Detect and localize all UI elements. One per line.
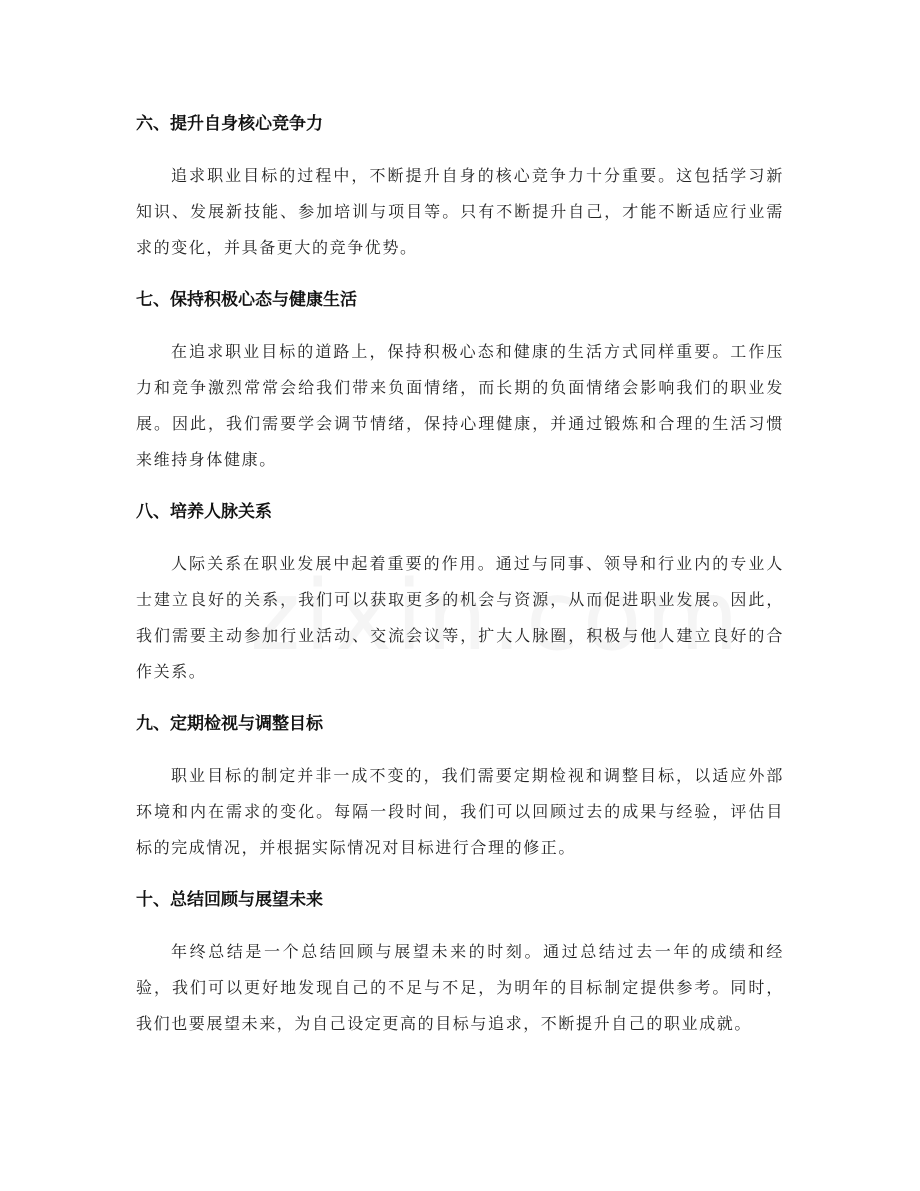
- section-10: [136, 882, 784, 1042]
- section-paragraph: 在追求职业目标的道路上，保持积极心态和健康的生活方式同样重要。工作压力和竞争激烈常常会给我们带来负面情绪，而长期的负面情绪会影响我们的职业发展。因此，我们需要学会调节情绪，保持心理健康，并通过锻炼和合理的生活习惯来维持身体健康。: [136, 342, 784, 469]
- section-paragraph: 年终总结是一个总结回顾与展望未来的时刻。通过总结过去一年的成绩和经验，我们可以更好地发现自己的不足与不足，为明年的目标制定提供参考。同时，我们也要展望未来，为自己设定更高的目标与追求，不断提升自己的职业成就。: [136, 942, 784, 1033]
- section-heading: 八、培养人脉关系: [136, 502, 272, 522]
- document-content: [136, 106, 784, 1058]
- section-7: [136, 282, 784, 478]
- section-heading: 十、总结回顾与展望未来: [136, 890, 323, 910]
- section-8: [136, 494, 784, 690]
- section-heading: 七、保持积极心态与健康生活: [136, 290, 357, 310]
- section-paragraph: 人际关系在职业发展中起着重要的作用。通过与同事、领导和行业内的专业人士建立良好的关系，我们可以获取更多的机会与资源，从而促进职业发展。因此，我们需要主动参加行业活动、交流会议等，扩大人脉圈，积极与他人建立良好的合作关系。: [136, 554, 784, 681]
- section-heading: 六、提升自身核心竞争力: [136, 114, 323, 134]
- section-paragraph: 追求职业目标的过程中，不断提升自身的核心竞争力十分重要。这包括学习新知识、发展新技能、参加培训与项目等。只有不断提升自己，才能不断适应行业需求的变化，并具备更大的竞争优势。: [136, 166, 784, 257]
- section-6: [136, 106, 784, 266]
- section-9: [136, 706, 784, 866]
- section-heading: 九、定期检视与调整目标: [136, 714, 323, 734]
- section-paragraph: 职业目标的制定并非一成不变的，我们需要定期检视和调整目标，以适应外部环境和内在需求的变化。每隔一段时间，我们可以回顾过去的成果与经验，评估目标的完成情况，并根据实际情况对目标进行合理的修正。: [136, 766, 784, 857]
